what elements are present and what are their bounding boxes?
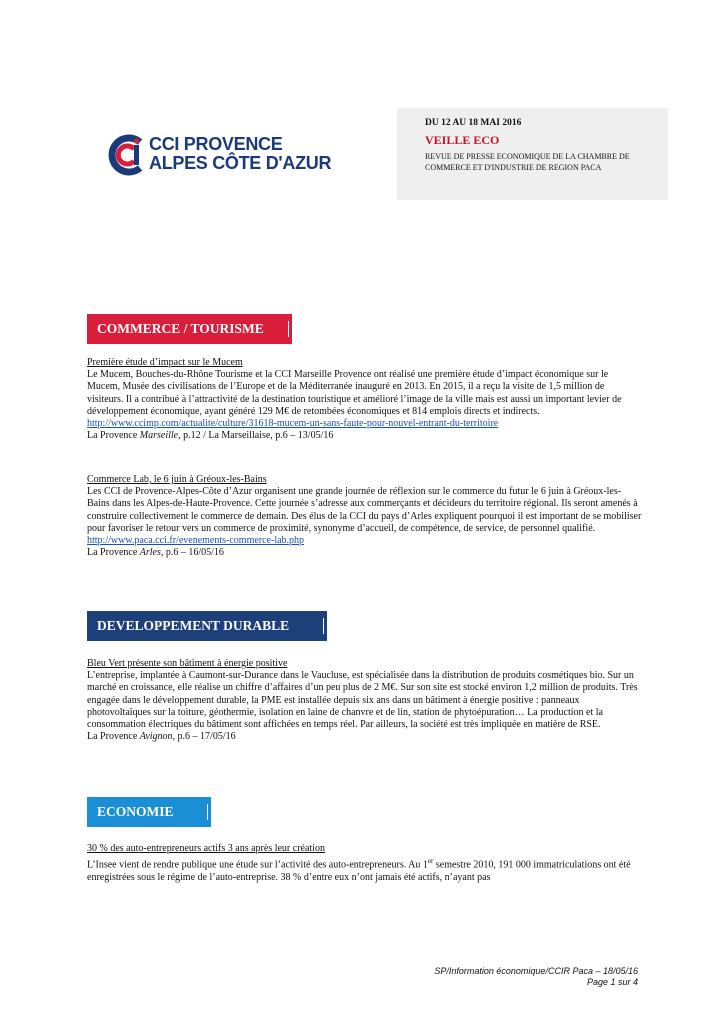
article-link[interactable]: http://www.ccimp.com/actualite/culture/31618-mucem-un-sans-faute-pour-nouvel-entrant-du-territoire xyxy=(87,418,499,430)
article-commerce-lab xyxy=(87,474,642,559)
cci-logo xyxy=(106,134,332,176)
date-range: DU 12 AU 18 MAI 2016 xyxy=(425,118,522,128)
logo-line-1: CCI PROVENCE xyxy=(149,134,283,154)
article-headline: 30 % des auto-entrepreneurs actifs 3 ans après leur création xyxy=(87,843,325,854)
section-title: ECONOMIE xyxy=(97,804,174,819)
article-source: La Provence Marseille, p.12 / La Marseillaise, p.6 – 13/05/16 xyxy=(87,430,334,442)
article-bleu-vert xyxy=(87,658,642,743)
article-headline: Commerce Lab, le 6 juin à Gréoux-les-Bains xyxy=(87,474,267,485)
article-headline: Première étude d’impact sur le Mucem xyxy=(87,357,243,368)
article-body: Le Mucem, Bouches-du-Rhône Tourisme et la CCI Marseille Provence ont réalisé une première étude d’impact économique sur le Mucem, Musée des civilisations de l’Europe et de la Méditerranée inauguré en 2013. En 2015, il a reçu la visite de 1,5 million de visiteurs. Il a contribué à l’attractivité de la destination touristique et amélioré l’image de la ville mais est aussi un important levier de développement économique, ayant généré 129 M€ de retombées économiques et 814 emplois directs et indirects. xyxy=(87,369,622,417)
article-link[interactable]: http://www.paca.cci.fr/evenements-commerce-lab.php xyxy=(87,535,305,547)
section-economie xyxy=(87,797,211,827)
section-title: DEVELOPPEMENT DURABLE xyxy=(97,618,290,633)
article-mucem xyxy=(87,357,642,442)
article-headline: Bleu Vert présente son bâtiment à énergie positive xyxy=(87,658,288,669)
article-body: L’entreprise, implantée à Caumont-sur-Durance dans le Vaucluse, est spécialisée dans la distribution de produits cosmétiques bio. Sur un marché en croissance, elle réalise un chiffre d’affaires d’un peu plus de 2 M€. Sur son site est stocké environ 1,2 million de produits. Très engagée dans le développement durable, la PME est installée depuis six ans dans un bâtiment à énergie positive : panneaux photovoltaïques sur la toiture, géothermie, isolation en laine de chanvre et de lin, station de phytoépuration… La production et la consommation électriques du bâtiment sont affichées en temps réel. Par ailleurs, la société est très impliquée en matière de RSE. xyxy=(87,670,638,731)
newsletter-subtitle: REVUE DE PRESSE ECONOMIQUE DE LA CHAMBRE DE COMMERCE ET D'INDUSTRIE DE REGION PACA xyxy=(425,152,630,172)
page-footer xyxy=(434,966,638,988)
article-source: La Provence Avignon, p.6 – 17/05/16 xyxy=(87,731,236,743)
section-commerce-tourisme xyxy=(87,314,292,344)
footer-line-1: SP/Information économique/CCIR Paca – 18/05/16 xyxy=(434,966,638,976)
newsletter-header xyxy=(397,108,668,200)
cci-logo-icon xyxy=(106,134,148,176)
logo-line-2: ALPES CÔTE D'AZUR xyxy=(149,153,332,173)
article-body: L’Insee vient de rendre publique une étude sur l’activité des auto-entrepreneurs. Au 1er semestre 2010, 191 000 immatriculations ont été enregistrées sous le régime de l’auto-entreprise. 38 % d’entre eux n’ont jamais été actifs, n’ayant pas xyxy=(87,857,631,883)
page-number: Page 1 sur 4 xyxy=(586,977,638,987)
article-body: Les CCI de Provence-Alpes-Côte d’Azur organisent une grande journée de réflexion sur le commerce du futur le 6 juin à Gréoux-les-Bains dans les Alpes-de-Haute-Provence. Cette journée s’adresse aux commerçants et décideurs du territoire régional. Ils seront amenés à construire collectivement le commerce de demain. Des élus de la CCI du pays d’Arles expliquent pourquoi il est important de se mobiliser pour favoriser le retour vers un commerce de proximité, synonyme d’accueil, de compétence, de service, de personnel qualifié. xyxy=(87,486,642,534)
article-auto-entrepreneurs xyxy=(87,843,642,884)
article-source: La Provence Arles, p.6 – 16/05/16 xyxy=(87,547,224,559)
newsletter-title: VEILLE ECO xyxy=(425,133,500,147)
section-title: COMMERCE / TOURISME xyxy=(97,321,264,336)
section-developpement-durable xyxy=(87,611,327,641)
